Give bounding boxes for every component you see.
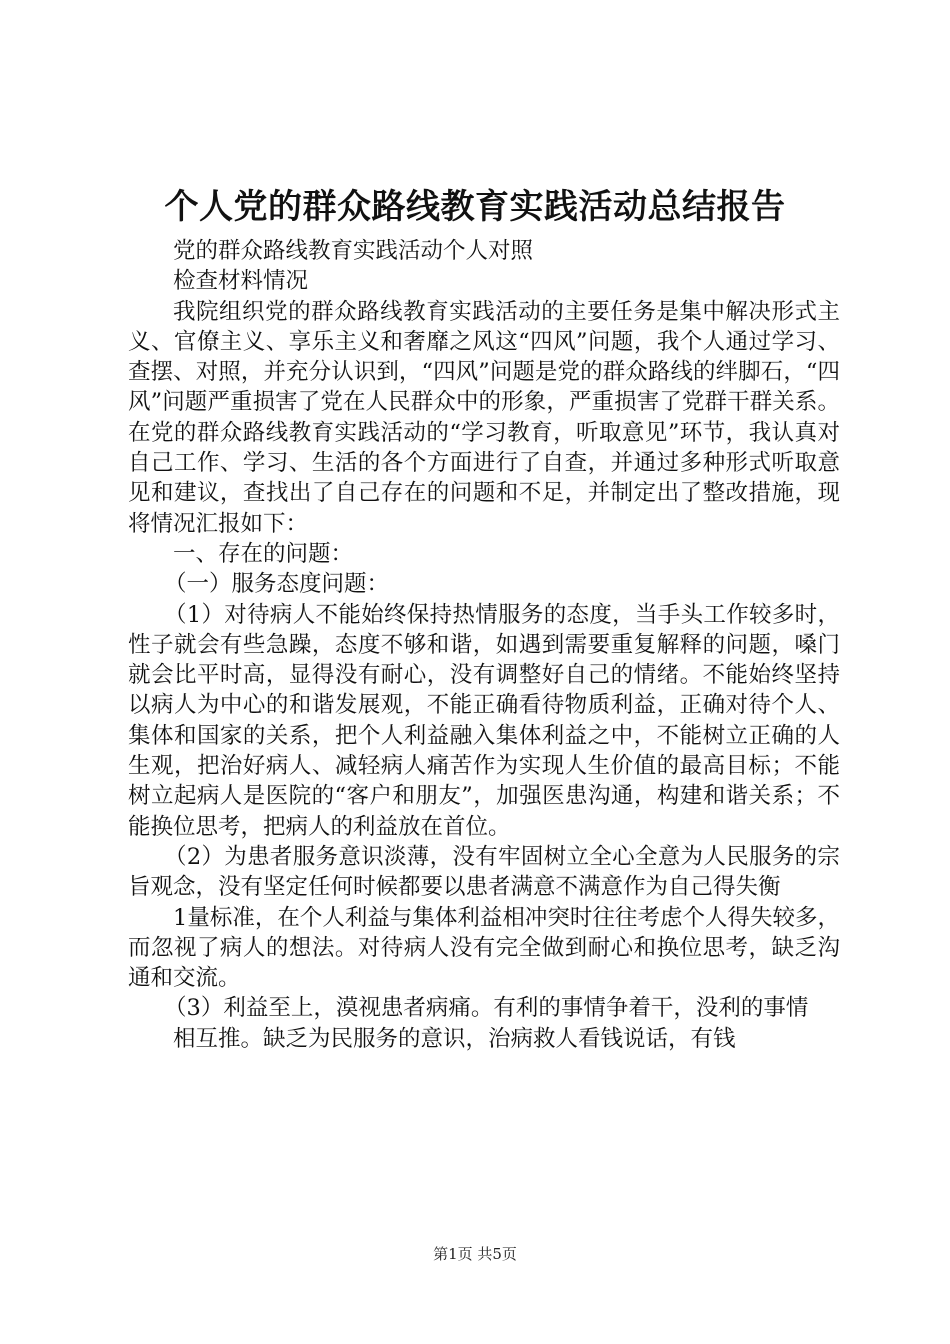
- subsection-heading: （一）服务态度问题：: [164, 571, 390, 598]
- paragraph: 检查材料情况: [173, 268, 309, 295]
- paragraph: 党的群众路线教育实践活动个人对照: [173, 238, 534, 264]
- paragraph: 1量标准，在个人利益与集体利益相冲突时往往考虑个人得失较多，而忽视了病人的想法。对待病人没有完全做到耐心和换位思考，缺乏沟通和交流。: [128, 904, 840, 992]
- document-title: 个人党的群众路线教育实践活动总结报告: [164, 187, 786, 227]
- paragraph: （3）利益至上，漠视患者病痛。有利的事情争着干，没利的事情: [164, 995, 809, 1022]
- paragraph: 我院组织党的群众路线教育实践活动的主要任务是集中解决形式主义、官僚主义、享乐主义和奢靡之风这“四风”问题，我个人通过学习、查摆、对照，并充分认识到，“四风”问题是党的群众路线的绊脚石，“四风”问题严重损害了党在人民群众中的形象，严重损害了党群干群关系。在党的群众路线教育实践活动的“学习教育，听取意见”环节，我认真对自己工作、学习、生活的各个方面进行了自查，并通过多种形式听取意见和建议，查找出了自己存在的问题和不足，并制定出了整改措施，现将情况汇报如下：: [128, 298, 840, 537]
- paragraph: 相互推。缺乏为民服务的意识，治病救人看钱说话，有钱: [173, 1025, 736, 1052]
- paragraph: （2）为患者服务意识淡薄，没有牢固树立全心全意为人民服务的宗旨观念，没有坚定任何时候都要以患者满意不满意作为自己得失衡: [128, 843, 840, 901]
- page-number-footer: 第1页 共5页: [433, 1245, 517, 1263]
- section-heading: 一、存在的问题：: [173, 540, 354, 567]
- document-body: [128, 236, 840, 1054]
- paragraph: （1）对待病人不能始终保持热情服务的态度，当手头工作较多时，性子就会有些急躁，态度不够和谐，如遇到需要重复解释的问题，嗓门就会比平时高，显得没有耐心，没有调整好自己的情绪。不能始终坚持以病人为中心的和谐发展观，不能正确看待物质利益，正确对待个人、集体和国家的关系，把个人利益融入集体利益之中，不能树立正确的人生观，把治好病人、减轻病人痛苦作为实现人生价值的最高目标；不能树立起病人是医院的“客户和朋友”，加强医患沟通，构建和谐关系；不能换位思考，把病人的利益放在首位。: [128, 601, 840, 840]
